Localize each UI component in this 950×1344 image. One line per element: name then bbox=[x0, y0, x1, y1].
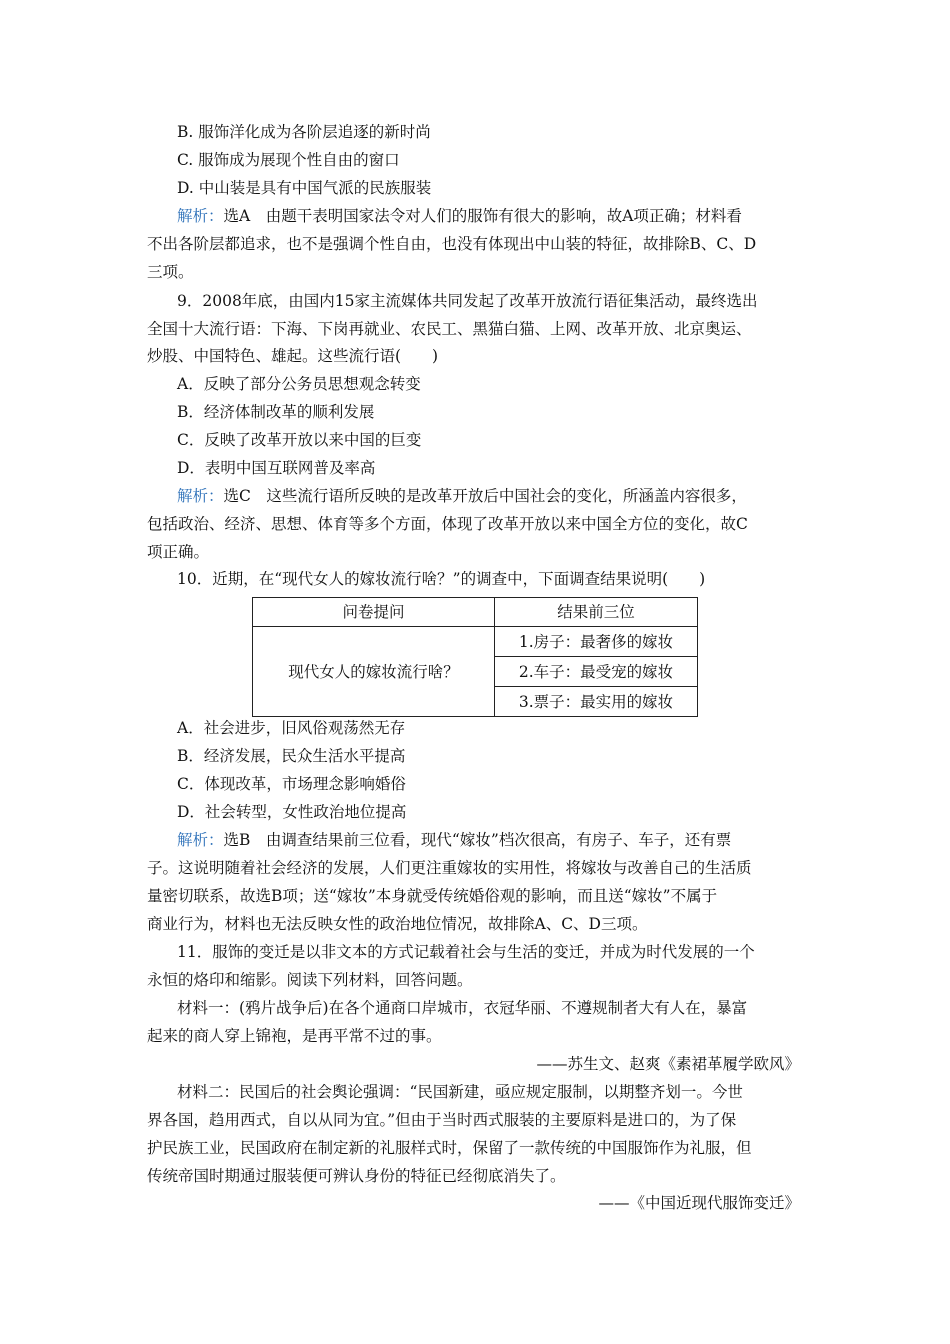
material-1-source: ——苏生文、赵爽《素裙革履学欧风》 bbox=[536, 1055, 800, 1073]
material-1-line-1: 材料一：(鸦片战争后)在各个通商口岸城市，衣冠华丽、不遵规制者大有人在，暴富 bbox=[177, 999, 748, 1017]
material-2-source: ——《中国近现代服饰变迁》 bbox=[598, 1194, 800, 1212]
q8-analysis-line-3: 三项。 bbox=[147, 263, 194, 281]
q9-analysis-line-1 bbox=[177, 486, 747, 506]
result-2: 2.车子：最受宠的嫁妆 bbox=[495, 657, 698, 687]
q11-stem-line-2: 永恒的烙印和缩影。阅读下列材料，回答问题。 bbox=[147, 971, 473, 989]
q9-analysis-line-2: 包括政治、经济、思想、体育等多个方面，体现了改革开放以来中国全方位的变化，故C bbox=[147, 515, 748, 533]
header-question: 问卷提问 bbox=[253, 598, 495, 627]
analysis-text: 选B 由调查结果前三位看，现代“嫁妆”档次很高，有房子、车子，还有票 bbox=[223, 831, 732, 849]
header-results: 结果前三位 bbox=[495, 598, 698, 627]
q9-stem-line-3: 炒股、中国特色、雄起。这些流行语( ) bbox=[147, 347, 439, 365]
survey-question-cell: 现代女人的嫁妆流行啥？ bbox=[253, 627, 495, 717]
q10-option-c: C．体现改革，市场理念影响婚俗 bbox=[177, 775, 406, 793]
result-1: 1.房子：最奢侈的嫁妆 bbox=[495, 627, 698, 657]
analysis-label: 解析： bbox=[177, 831, 224, 849]
q8-option-d: D. 中山装是具有中国气派的民族服装 bbox=[177, 179, 432, 197]
q9-option-b: B．经济体制改革的顺利发展 bbox=[177, 403, 375, 421]
q9-stem-line-1: 9．2008年底，由国内15家主流媒体共同发起了改革开放流行语征集活动，最终选出 bbox=[177, 292, 758, 310]
analysis-label: 解析： bbox=[177, 487, 224, 505]
q10-option-d: D．社会转型，女性政治地位提高 bbox=[177, 803, 407, 821]
result-3: 3.票子：最实用的嫁妆 bbox=[495, 687, 698, 717]
q10-analysis-line-2: 子。这说明随着社会经济的发展，人们更注重嫁妆的实用性，将嫁妆与改善自己的生活质 bbox=[147, 859, 752, 877]
q8-analysis-line-2: 不出各阶层都追求，也不是强调个性自由，也没有体现出中山装的特征，故排除B、C、D bbox=[147, 235, 757, 253]
material-2-line-2: 界各国，趋用西式，自以从同为宜。”但由于当时西式服装的主要原料是进口的，为了保 bbox=[147, 1111, 737, 1129]
material-2-line-1: 材料二：民国后的社会舆论强调：“民国新建，亟应规定服制，以期整齐划一。今世 bbox=[177, 1083, 743, 1101]
q9-option-a: A．反映了部分公务员思想观念转变 bbox=[177, 375, 421, 393]
q10-stem: 10．近期，在“现代女人的嫁妆流行啥？”的调查中，下面调查结果说明( ) bbox=[177, 570, 706, 588]
analysis-text: 选A 由题干表明国家法令对人们的服饰有很大的影响，故A项正确；材料看 bbox=[223, 207, 742, 225]
q9-option-c: C．反映了改革开放以来中国的巨变 bbox=[177, 431, 422, 449]
survey-table bbox=[252, 597, 698, 717]
q9-stem-line-2: 全国十大流行语：下海、下岗再就业、农民工、黑猫白猫、上网、改革开放、北京奥运、 bbox=[147, 320, 752, 338]
q10-analysis-line-3: 量密切联系，故选B项；送“嫁妆”本身就受传统婚俗观的影响，而且送“嫁妆”不属于 bbox=[147, 887, 718, 905]
q11-stem-line-1: 11．服饰的变迁是以非文本的方式记载着社会与生活的变迁，并成为时代发展的一个 bbox=[177, 943, 755, 961]
analysis-text: 选C 这些流行语所反映的是改革开放后中国社会的变化，所涵盖内容很多， bbox=[223, 487, 747, 505]
material-2-line-4: 传统帝国时期通过服装便可辨认身份的特征已经彻底消失了。 bbox=[147, 1167, 566, 1185]
q9-analysis-line-3: 项正确。 bbox=[147, 543, 210, 561]
q8-analysis-line-1 bbox=[177, 206, 742, 226]
q10-option-b: B．经济发展，民众生活水平提高 bbox=[177, 747, 406, 765]
q10-analysis-line-4: 商业行为，材料也无法反映女性的政治地位情况，故排除A、C、D三项。 bbox=[147, 915, 648, 933]
q8-option-c: C. 服饰成为展现个性自由的窗口 bbox=[177, 151, 400, 169]
q8-option-b: B. 服饰洋化成为各阶层追逐的新时尚 bbox=[177, 123, 431, 141]
q9-option-d: D．表明中国互联网普及率高 bbox=[177, 459, 376, 477]
material-1-line-2: 起来的商人穿上锦袍，是再平常不过的事。 bbox=[147, 1027, 442, 1045]
material-2-line-3: 护民族工业，民国政府在制定新的礼服样式时，保留了一款传统的中国服饰作为礼服，但 bbox=[147, 1139, 752, 1157]
q10-option-a: A．社会进步，旧风俗观荡然无存 bbox=[177, 719, 406, 737]
analysis-label: 解析： bbox=[177, 207, 224, 225]
q10-analysis-line-1 bbox=[177, 830, 731, 850]
